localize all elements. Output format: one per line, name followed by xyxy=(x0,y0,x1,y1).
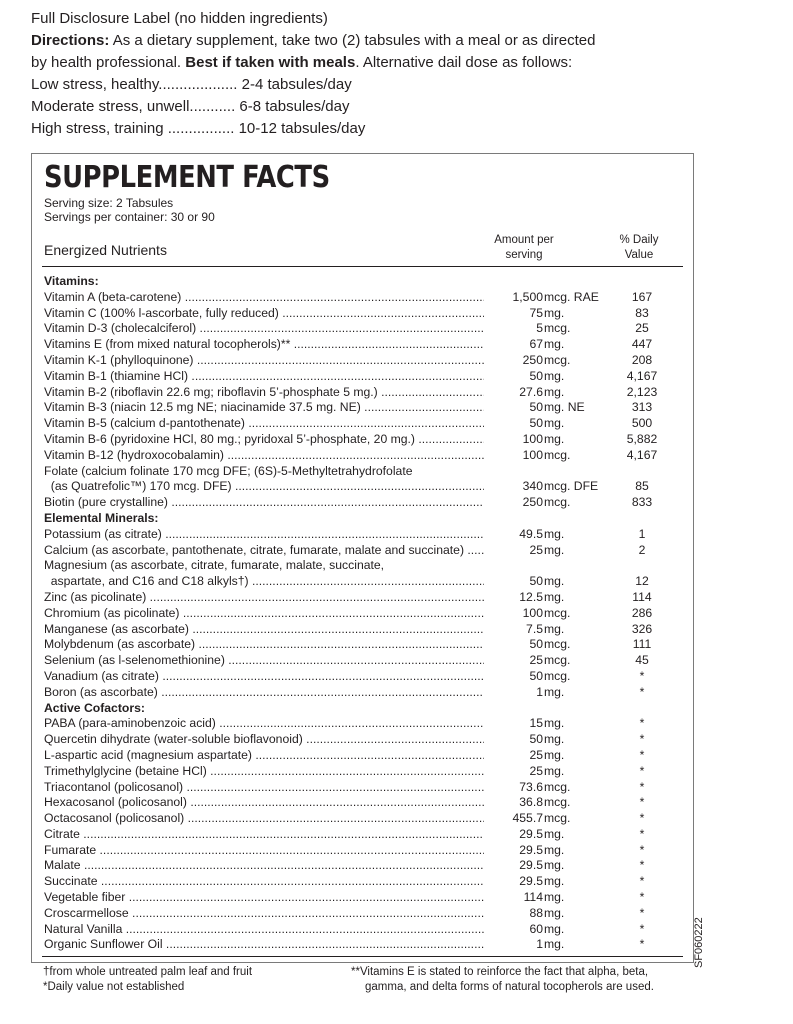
nutrient-row xyxy=(44,290,684,306)
daily-value: * xyxy=(639,826,645,841)
nutrient-unit: mg. xyxy=(544,716,565,731)
nutrient-name: Octacosanol (policosanol) ..... xyxy=(44,811,525,827)
nutrient-unit: mg. xyxy=(544,621,565,636)
footer-divider xyxy=(42,956,683,957)
nutrient-amount: 88 xyxy=(484,906,543,922)
nutrient-unit: mcg. xyxy=(544,495,571,510)
nutrient-row xyxy=(44,685,684,701)
daily-value: 83 xyxy=(635,305,649,320)
daily-value: 111 xyxy=(632,637,652,652)
nutrient-row xyxy=(44,321,684,337)
footnote: †from whole untreated palm leaf and fruit xyxy=(43,966,253,978)
nutrient-unit: mcg. DFE xyxy=(544,479,599,494)
nutrient-amount: 25 xyxy=(484,543,543,559)
nutrient-row xyxy=(44,448,684,464)
nutrient-name: Biotin (pure crystalline) ..... xyxy=(44,495,525,511)
nutrient-unit: mg. xyxy=(544,542,565,557)
section-heading xyxy=(44,511,684,527)
nutrient-name: Organic Sunflower Oil ..... xyxy=(44,937,525,953)
nutrient-unit: mg. xyxy=(544,526,565,541)
daily-value: 313 xyxy=(631,400,653,415)
nutrient-unit: mg. xyxy=(544,684,565,699)
daily-value: 2 xyxy=(638,542,646,557)
nutrient-unit: mg. xyxy=(544,858,565,873)
daily-value: * xyxy=(639,747,645,762)
nutrient-amount: 29.5 xyxy=(484,843,543,859)
nutrient-name: Trimethylglycine (betaine HCl) ..... xyxy=(44,764,525,780)
nutrient-unit: mg. xyxy=(544,431,565,446)
nutrient-amount: 25 xyxy=(484,748,543,764)
nutrient-amount: 7.5 xyxy=(484,622,543,638)
nutrient-row xyxy=(44,827,684,843)
nutrient-unit: mg. xyxy=(544,384,565,399)
section-heading xyxy=(44,701,684,717)
nutrient-amount: 50 xyxy=(484,732,543,748)
nutrient-unit: mg. NE xyxy=(544,400,585,415)
nutrient-name: Molybdenum (as ascorbate) ..... xyxy=(44,637,525,653)
nutrient-name: Active Cofactors: xyxy=(44,700,145,715)
column-header-amount xyxy=(472,233,576,263)
nutrient-amount: 12.5 xyxy=(484,590,543,606)
nutrient-name: aspartate, and C16 and C18 alkyls†) ..... xyxy=(44,574,525,590)
nutrient-unit: mg. xyxy=(544,905,565,920)
nutrient-amount: 340 xyxy=(484,479,543,495)
nutrient-name: Boron (as ascorbate) ..... xyxy=(44,685,525,701)
nutrient-amount: 1,500 xyxy=(484,290,543,306)
nutrient-unit: mg. xyxy=(544,826,565,841)
column-header-daily-value xyxy=(600,233,678,263)
nutrient-unit: mg. xyxy=(544,842,565,857)
nutrient-amount: 50 xyxy=(484,400,543,416)
directions-text: As a dietary supplement, take two (2) tabsules with a meal or as directed xyxy=(109,32,596,49)
daily-value: 833 xyxy=(631,495,653,510)
nutrient-row xyxy=(44,716,684,732)
nutrient-amount: 250 xyxy=(484,495,543,511)
nutrient-unit: mg. xyxy=(544,747,565,762)
nutrient-name: Vitamins: xyxy=(44,274,99,288)
nutrient-amount: 29.5 xyxy=(484,858,543,874)
directions-line xyxy=(31,30,731,52)
footnotes-right xyxy=(351,965,654,995)
nutrient-unit: mcg. xyxy=(544,811,571,826)
daily-value: * xyxy=(639,668,645,683)
column-header-nutrients: Energized Nutrients xyxy=(44,242,167,258)
nutrient-unit: mg. xyxy=(544,305,565,320)
footnotes-left xyxy=(43,965,252,995)
nutrient-row xyxy=(44,906,684,922)
dv-header-line: Value xyxy=(624,249,654,261)
daily-value: 447 xyxy=(631,337,653,352)
nutrient-row xyxy=(44,858,684,874)
daily-value: 208 xyxy=(631,352,653,367)
nutrient-name: Fumarate ..... xyxy=(44,843,525,859)
nutrient-unit: mg. xyxy=(544,890,565,905)
nutrient-amount: 100 xyxy=(484,432,543,448)
footnote: **Vitamins E is stated to reinforce the fact that alpha, beta, xyxy=(351,966,649,978)
header-divider xyxy=(42,266,683,267)
serving-info xyxy=(44,196,215,224)
nutrient-unit: mcg. xyxy=(544,637,571,652)
nutrient-table xyxy=(44,274,684,953)
nutrient-row xyxy=(44,780,684,796)
nutrient-name: Quercetin dihydrate (water-soluble bioflavonoid) ..... xyxy=(44,732,525,748)
nutrient-amount: 25 xyxy=(484,653,543,669)
nutrient-unit: mg. xyxy=(544,368,565,383)
nutrient-name: Selenium (as l-selenomethionine) ..... xyxy=(44,653,525,669)
nutrient-row xyxy=(44,479,684,495)
nutrient-unit: mcg. xyxy=(544,653,571,668)
daily-value: 2,123 xyxy=(626,384,658,399)
nutrient-name: Magnesium (as ascorbate, citrate, fumarate, malate, succinate, xyxy=(44,558,385,573)
dose-line: Moderate stress, unwell........... 6-8 tabsules/day xyxy=(31,98,350,115)
nutrient-unit: mcg. xyxy=(544,605,571,620)
nutrient-row xyxy=(44,764,684,780)
nutrient-row xyxy=(44,653,684,669)
nutrient-name: Citrate ..... xyxy=(44,827,525,843)
daily-value: * xyxy=(639,890,645,905)
nutrient-row xyxy=(44,669,684,685)
nutrient-unit: mg. xyxy=(544,574,565,589)
nutrient-name: Vitamin A (beta-carotene) ..... xyxy=(44,290,525,306)
nutrient-amount: 1 xyxy=(484,685,543,701)
daily-value: * xyxy=(639,874,645,889)
nutrient-row xyxy=(44,574,684,590)
daily-value: * xyxy=(639,905,645,920)
nutrient-name: Vitamin C (100% l-ascorbate, fully reduced) ..... xyxy=(44,306,525,322)
nutrient-row xyxy=(44,306,684,322)
nutrient-row xyxy=(44,385,684,401)
daily-value: * xyxy=(639,779,645,794)
daily-value: * xyxy=(639,921,645,936)
amount-header-line: serving xyxy=(505,249,543,261)
facts-title: SUPPLEMENT FACTS xyxy=(44,160,330,195)
nutrient-name: Vitamin B-12 (hydroxocobalamin) ..... xyxy=(44,448,525,464)
nutrient-row xyxy=(44,400,684,416)
nutrient-amount: 73.6 xyxy=(484,780,543,796)
daily-value: * xyxy=(639,795,645,810)
daily-value: 286 xyxy=(631,605,653,620)
daily-value: 12 xyxy=(635,574,649,589)
nutrient-unit: mg. xyxy=(544,921,565,936)
daily-value: * xyxy=(639,716,645,731)
daily-value: 326 xyxy=(631,621,653,636)
nutrient-name: Malate ..... xyxy=(44,858,525,874)
nutrient-row xyxy=(44,543,684,559)
nutrient-name: Vitamin B-6 (pyridoxine HCl, 80 mg.; pyridoxal 5’-phosphate, 20 mg.) ..... xyxy=(44,432,525,448)
nutrient-amount: 60 xyxy=(484,922,543,938)
supplement-facts-panel xyxy=(31,153,694,963)
daily-value: 4,167 xyxy=(626,447,658,462)
nutrient-name: Succinate ..... xyxy=(44,874,525,890)
best-taken-label: Best if taken with meals xyxy=(185,54,356,71)
nutrient-row xyxy=(44,353,684,369)
nutrient-unit: mcg. xyxy=(544,779,571,794)
daily-value: 25 xyxy=(635,321,649,336)
label-code: SF060222 xyxy=(693,917,705,968)
nutrient-amount: 455.7 xyxy=(484,811,543,827)
daily-value: 85 xyxy=(635,479,649,494)
nutrient-name: Manganese (as ascorbate) ..... xyxy=(44,622,525,638)
nutrient-name: Vitamin D-3 (cholecalciferol) ..... xyxy=(44,321,525,337)
dose-line: Low stress, healthy................... 2-4 tabsules/day xyxy=(31,76,352,93)
nutrient-row xyxy=(44,416,684,432)
nutrient-unit: mg. xyxy=(544,937,565,952)
nutrient-row xyxy=(44,937,684,953)
nutrient-name: Natural Vanilla ..... xyxy=(44,922,525,938)
nutrient-unit: mcg. RAE xyxy=(544,289,599,304)
nutrient-unit: mcg. xyxy=(544,668,571,683)
nutrient-row xyxy=(44,558,684,574)
footnote: *Daily value not established xyxy=(43,981,185,993)
nutrient-row xyxy=(44,732,684,748)
nutrient-amount: 100 xyxy=(484,448,543,464)
nutrient-amount: 50 xyxy=(484,637,543,653)
nutrient-row xyxy=(44,811,684,827)
directions-line-2 xyxy=(31,52,731,74)
nutrient-name: Vitamin B-5 (calcium d-pantothenate) ..... xyxy=(44,416,525,432)
nutrient-amount: 114 xyxy=(484,890,543,906)
nutrient-amount: 15 xyxy=(484,716,543,732)
daily-value: * xyxy=(639,842,645,857)
nutrient-amount: 75 xyxy=(484,306,543,322)
nutrient-row xyxy=(44,890,684,906)
nutrient-row xyxy=(44,606,684,622)
directions-tail: . Alternative dail dose as follows: xyxy=(355,54,573,71)
nutrient-row xyxy=(44,874,684,890)
nutrient-amount: 50 xyxy=(484,669,543,685)
dv-header-line: % Daily xyxy=(619,234,659,246)
disclosure-line: Full Disclosure Label (no hidden ingredients) xyxy=(31,10,328,27)
nutrient-row xyxy=(44,748,684,764)
nutrient-name: L-aspartic acid (magnesium aspartate) ..... xyxy=(44,748,525,764)
daily-value: 500 xyxy=(631,416,653,431)
nutrient-amount: 1 xyxy=(484,937,543,953)
nutrient-name: Potassium (as citrate) ..... xyxy=(44,527,525,543)
daily-value: * xyxy=(639,811,645,826)
daily-value: 45 xyxy=(635,653,649,668)
nutrient-row xyxy=(44,369,684,385)
nutrient-name: Triacontanol (policosanol) ..... xyxy=(44,780,525,796)
nutrient-amount: 250 xyxy=(484,353,543,369)
serving-size: Serving size: 2 Tabsules xyxy=(44,196,174,210)
nutrient-amount: 5 xyxy=(484,321,543,337)
nutrient-row xyxy=(44,922,684,938)
nutrient-name: PABA (para-aminobenzoic acid) ..... xyxy=(44,716,525,732)
nutrient-amount: 50 xyxy=(484,416,543,432)
nutrient-unit: mg. xyxy=(544,732,565,747)
directions-label: Directions: xyxy=(31,32,110,49)
nutrient-name: Vegetable fiber ..... xyxy=(44,890,525,906)
nutrient-unit: mg. xyxy=(544,416,565,431)
nutrient-unit: mg. xyxy=(544,337,565,352)
nutrient-unit: mcg. xyxy=(544,352,571,367)
nutrient-amount: 50 xyxy=(484,574,543,590)
nutrient-name: Vitamin K-1 (phylloquinone) ..... xyxy=(44,353,525,369)
nutrient-row xyxy=(44,622,684,638)
nutrient-name: Zinc (as picolinate) ..... xyxy=(44,590,525,606)
nutrient-unit: mg. xyxy=(544,763,565,778)
daily-value: * xyxy=(639,732,645,747)
section-heading xyxy=(44,274,684,290)
nutrient-row xyxy=(44,337,684,353)
directions-text-2: by health professional. xyxy=(31,54,186,71)
nutrient-row xyxy=(44,795,684,811)
nutrient-amount: 49.5 xyxy=(484,527,543,543)
daily-value: 114 xyxy=(632,589,652,604)
footnote: gamma, and delta forms of natural tocopherols are used. xyxy=(365,981,654,993)
nutrient-name: Vitamin B-3 (niacin 12.5 mg NE; niacinamide 37.5 mg. NE) ..... xyxy=(44,400,525,416)
daily-value: * xyxy=(639,937,645,952)
nutrient-name: Folate (calcium folinate 170 mcg DFE; (6S)-5-Methyltetrahydrofolate xyxy=(44,463,413,478)
nutrient-name: Vitamin B-1 (thiamine HCl) ..... xyxy=(44,369,525,385)
daily-value: 4,167 xyxy=(626,368,658,383)
nutrient-row xyxy=(44,843,684,859)
nutrient-unit: mcg. xyxy=(544,447,571,462)
nutrient-name: Hexacosanol (policosanol) ..... xyxy=(44,795,525,811)
nutrient-unit: mg. xyxy=(544,589,565,604)
nutrient-amount: 29.5 xyxy=(484,874,543,890)
nutrient-name: Vitamins E (from mixed natural tocopherols)** ..... xyxy=(44,337,525,353)
nutrient-unit: mcg. xyxy=(544,321,571,336)
nutrient-amount: 36.8 xyxy=(484,795,543,811)
nutrient-row xyxy=(44,590,684,606)
daily-value: 1 xyxy=(638,526,646,541)
nutrient-amount: 50 xyxy=(484,369,543,385)
daily-value: * xyxy=(639,684,645,699)
daily-value: * xyxy=(639,858,645,873)
nutrient-amount: 25 xyxy=(484,764,543,780)
nutrient-name: Elemental Minerals: xyxy=(44,510,159,525)
nutrient-amount: 29.5 xyxy=(484,827,543,843)
amount-header-line: Amount per xyxy=(494,234,554,246)
nutrient-row xyxy=(44,495,684,511)
nutrient-name: (as Quatrefolic™) 170 mcg. DFE) ..... xyxy=(44,479,525,495)
nutrient-name: Chromium (as picolinate) ..... xyxy=(44,606,525,622)
nutrient-name: Croscarmellose ..... xyxy=(44,906,525,922)
nutrient-name: Vitamin B-2 (riboflavin 22.6 mg; riboflavin 5’-phosphate 5 mg.) ..... xyxy=(44,385,525,401)
nutrient-amount: 27.6 xyxy=(484,385,543,401)
daily-value: 167 xyxy=(631,289,653,304)
nutrient-name: Calcium (as ascorbate, pantothenate, citrate, fumarate, malate and succinate) ..... xyxy=(44,543,525,559)
daily-value: 5,882 xyxy=(626,431,658,446)
nutrient-unit: mcg. xyxy=(544,795,571,810)
nutrient-unit: mg. xyxy=(544,874,565,889)
nutrient-row xyxy=(44,464,684,480)
nutrient-amount: 67 xyxy=(484,337,543,353)
nutrient-amount: 100 xyxy=(484,606,543,622)
dose-line: High stress, training ................ 10-12 tabsules/day xyxy=(31,120,366,137)
daily-value: * xyxy=(639,763,645,778)
nutrient-name: Vanadium (as citrate) ..... xyxy=(44,669,525,685)
nutrient-row xyxy=(44,527,684,543)
servings-per-container: Servings per container: 30 or 90 xyxy=(44,210,215,224)
nutrient-row xyxy=(44,432,684,448)
directions-block xyxy=(31,8,731,140)
nutrient-row xyxy=(44,637,684,653)
